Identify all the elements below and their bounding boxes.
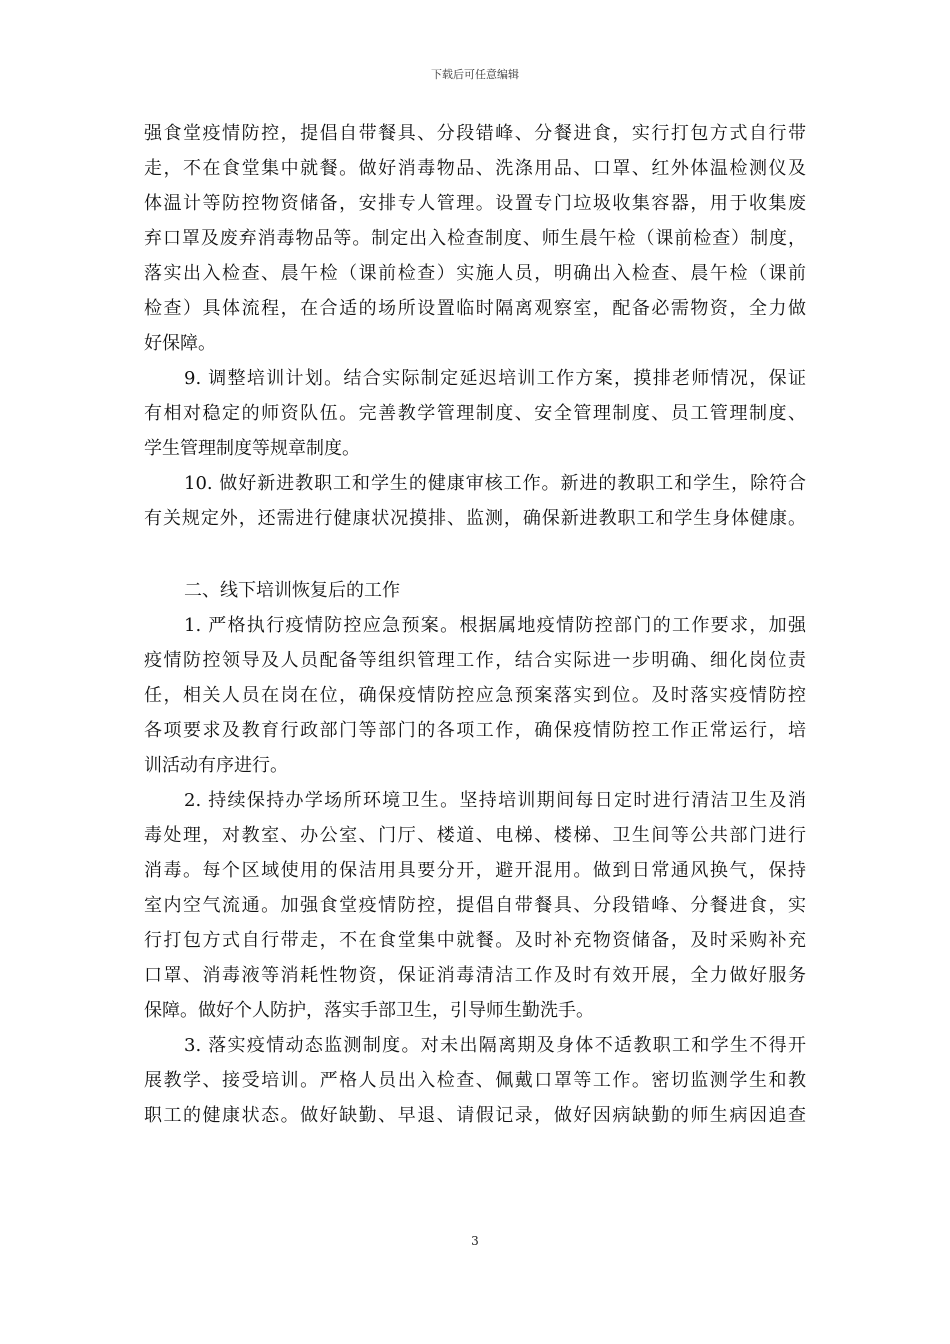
text-line: 体温计等防控物资储备，安排专人管理。设置专门垃圾收集容器，用于收集废 <box>144 193 806 214</box>
paragraph-10-line: 10. 做好新进教职工和学生的健康审核工作。新进的教职工和学生，除符合 <box>184 473 806 494</box>
text-line: 消毒。每个区域使用的保洁用具要分开，避开混用。做到日常通风换气，保持 <box>144 860 806 881</box>
section-gap <box>144 536 806 573</box>
document-body <box>144 116 806 1133</box>
paragraph-3-line: 3. 落实疫情动态监测制度。对未出隔离期及身体不适教职工和学生不得开 <box>184 1035 806 1056</box>
text-line: 毒处理，对教室、办公室、门厅、楼道、电梯、楼梯、卫生间等公共部门进行 <box>144 825 806 846</box>
text-line: 有关规定外，还需进行健康状况摸排、监测，确保新进教职工和学生身体健康。 <box>144 508 806 529</box>
paragraph-1-line: 1. 严格执行疫情防控应急预案。根据属地疫情防控部门的工作要求，加强 <box>184 615 806 636</box>
paragraph-9-line: 9. 调整培训计划。结合实际制定延迟培训工作方案，摸排老师情况，保证 <box>184 368 806 389</box>
text-line: 有相对稳定的师资队伍。完善教学管理制度、安全管理制度、员工管理制度、 <box>144 403 806 424</box>
text-line: 行打包方式自行带走，不在食堂集中就餐。及时补充物资储备，及时采购补充 <box>144 930 806 951</box>
text-line: 职工的健康状态。做好缺勤、早退、请假记录，做好因病缺勤的师生病因追查 <box>144 1105 806 1126</box>
text-line: 落实出入检查、晨午检（课前检查）实施人员，明确出入检查、晨午检（课前 <box>144 263 806 284</box>
text-line: 弃口罩及废弃消毒物品等。制定出入检查制度、师生晨午检（课前检查）制度， <box>144 228 806 249</box>
text-line: 展教学、接受培训。严格人员出入检查、佩戴口罩等工作。密切监测学生和教 <box>144 1070 806 1091</box>
section-heading: 二、线下培训恢复后的工作 <box>184 580 400 601</box>
paragraph-2-line: 2. 持续保持办学场所环境卫生。坚持培训期间每日定时进行清洁卫生及消 <box>184 790 806 811</box>
text-line: 训活动有序进行。 <box>144 755 288 776</box>
text-line: 好保障。 <box>144 333 216 354</box>
text-line: 检查）具体流程，在合适的场所设置临时隔离观察室，配备必需物资，全力做 <box>144 298 806 319</box>
text-line: 保障。做好个人防护，落实手部卫生，引导师生勤洗手。 <box>144 1000 594 1021</box>
text-line: 强食堂疫情防控，提倡自带餐具、分段错峰、分餐进食，实行打包方式自行带 <box>144 123 806 144</box>
page-header: 下载后可任意编辑 <box>431 68 519 81</box>
text-line: 室内空气流通。加强食堂疫情防控，提倡自带餐具、分段错峰、分餐进食，实 <box>144 895 806 916</box>
text-line: 各项要求及教育行政部门等部门的各项工作，确保疫情防控工作正常运行，培 <box>144 720 806 741</box>
text-line: 任，相关人员在岗在位，确保疫情防控应急预案落实到位。及时落实疫情防控 <box>144 685 806 706</box>
text-line: 疫情防控领导及人员配备等组织管理工作，结合实际进一步明确、细化岗位责 <box>144 650 806 671</box>
text-line: 走，不在食堂集中就餐。做好消毒物品、洗涤用品、口罩、红外体温检测仪及 <box>144 158 806 179</box>
page-number: 3 <box>471 1234 479 1248</box>
text-line: 口罩、消毒液等消耗性物资，保证消毒清洁工作及时有效开展，全力做好服务 <box>144 965 806 986</box>
text-line: 学生管理制度等规章制度。 <box>144 438 360 459</box>
